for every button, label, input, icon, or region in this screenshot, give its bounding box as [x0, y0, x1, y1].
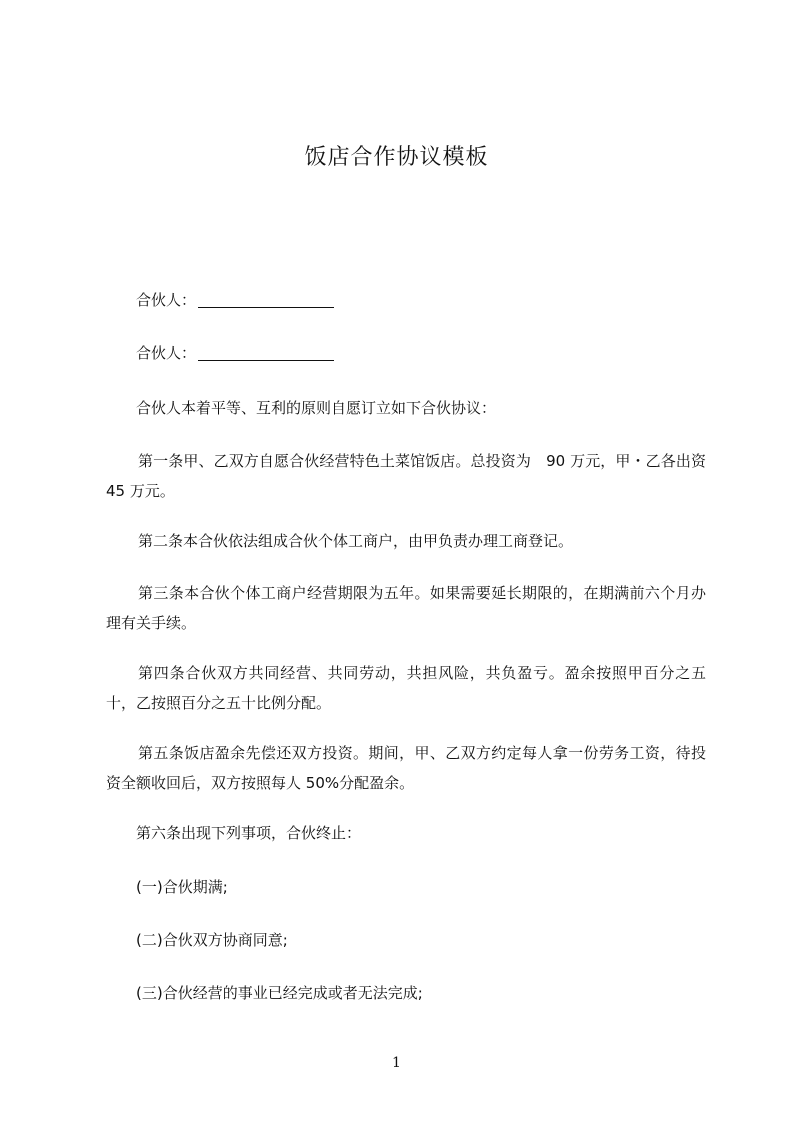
termination-item-3: (三)合伙经营的事业已经完成或者无法完成;: [136, 984, 423, 1002]
partner-label: 合伙人：: [136, 344, 197, 362]
partner-line-1: [136, 285, 334, 315]
partner-label: 合伙人：: [136, 291, 197, 309]
article-6: 第六条出现下列事项，合伙终止：: [136, 824, 362, 842]
partner-blank-field: [198, 344, 334, 361]
article-1: 第一条甲、乙双方自愿合伙经营特色土菜馆饭店。总投资为 90 万元，甲・乙各出资 45 万元。: [106, 452, 706, 500]
article-3: 第三条本合伙个体工商户经营期限为五年。如果需要延长期限的，在期满前六个月办理有关手续。: [106, 584, 706, 632]
termination-item-1: (一)合伙期满;: [136, 878, 228, 896]
article-2: 第二条本合伙依法组成合伙个体工商户，由甲负责办理工商登记。: [138, 532, 574, 550]
document-title: 饭店合作协议模板: [304, 145, 489, 170]
article-5: 第五条饭店盈余先偿还双方投资。期间，甲、乙双方约定每人拿一份劳务工资，待投资全额收回后，双方按照每人 50%分配盈余。: [106, 744, 706, 792]
partner-line-2: [136, 338, 334, 368]
termination-item-2: (二)合伙双方协商同意;: [136, 931, 288, 949]
article-4: 第四条合伙双方共同经营、共同劳动，共担风险，共负盈亏。盈余按照甲百分之五十，乙按照百分之五十比例分配。: [106, 664, 706, 712]
intro-paragraph: 合伙人本着平等、互利的原则自愿订立如下合伙协议：: [136, 399, 497, 417]
page-number: 1: [392, 1055, 401, 1071]
partner-blank-field: [198, 291, 334, 308]
